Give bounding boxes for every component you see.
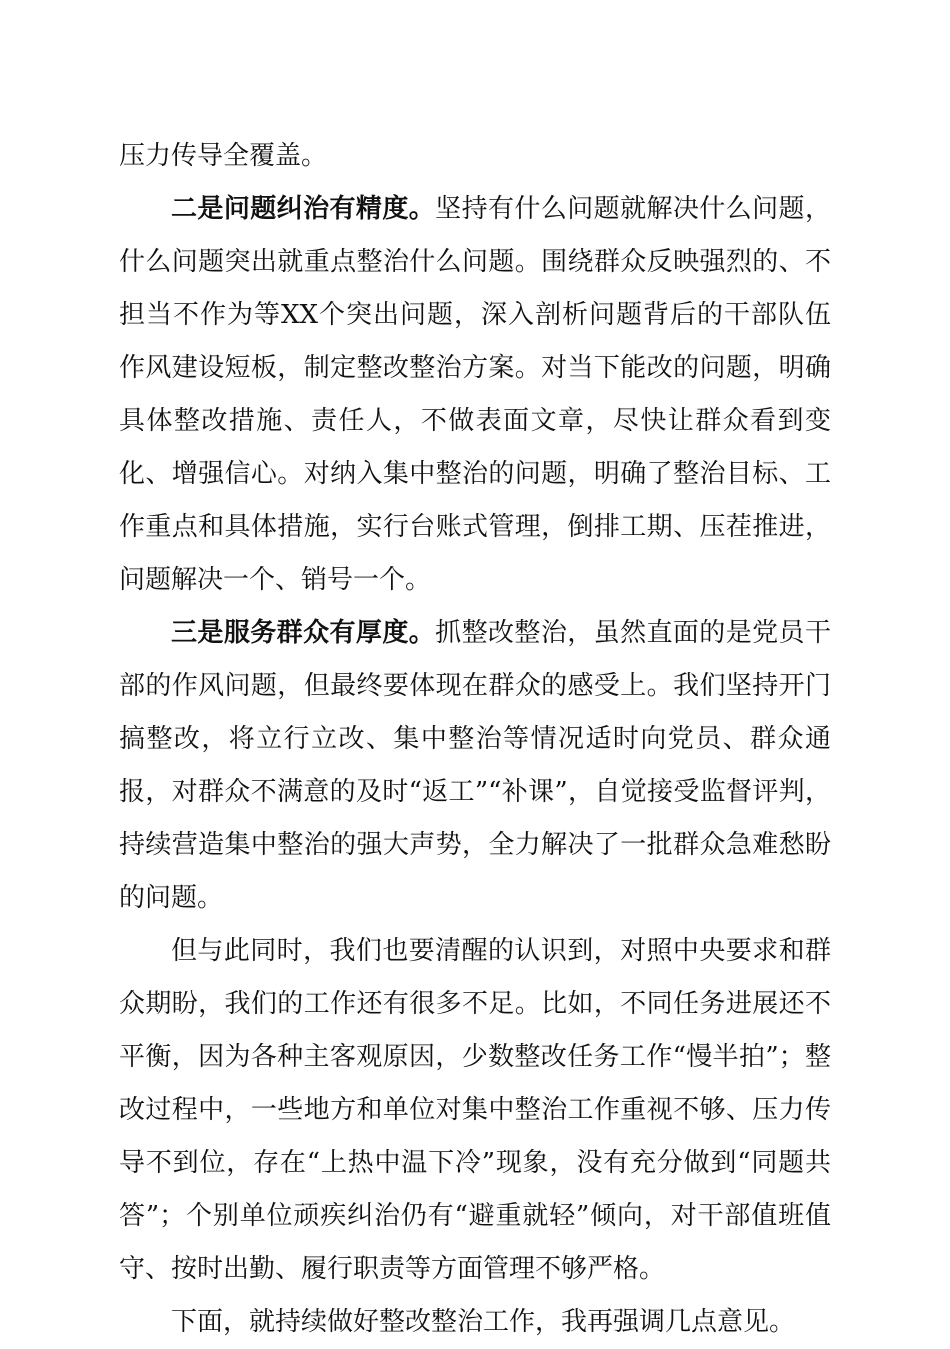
paragraph-lead-heading: 三是服务群众有厚度。 <box>171 618 436 648</box>
paragraph-continuation <box>119 130 831 183</box>
paragraph-problem-correction <box>119 183 831 607</box>
document-body <box>119 130 831 1349</box>
paragraph-serving-masses <box>119 607 831 925</box>
paragraph-shortcomings <box>119 925 831 1296</box>
paragraph-text: 坚持有什么问题就解决什么问题，什么问题突出就重点整治什么问题。围绕群众反映强烈的、不担当不作为等XX个突出问题，深入剖析问题背后的干部队伍作风建设短板，制定整改整治方案。对当下能改的问题，明确具体整改措施、责任人，不做表面文章，尽快让群众看到变化、增强信心。对纳入集中整治的问题，明确了整治目标、工作重点和具体措施，实行台账式管理，倒排工期、压茬推进，问题解决一个、销号一个。 <box>119 194 831 595</box>
paragraph-lead-heading: 二是问题纠治有精度。 <box>171 194 436 224</box>
paragraph-text: 抓整改整治，虽然直面的是党员干部的作风问题，但最终要体现在群众的感受上。我们坚持开门搞整改，将立行立改、集中整治等情况适时向党员、群众通报，对群众不满意的及时“返工”“补课”，自觉接受监督评判，持续营造集中整治的强大声势，全力解决了一批群众急难愁盼的问题。 <box>119 618 831 913</box>
paragraph-text: 但与此同时，我们也要清醒的认识到，对照中央要求和群众期盼，我们的工作还有很多不足。比如，不同任务进展还不平衡，因为各种主客观原因，少数整改任务工作“慢半拍”；整改过程中，一些地方和单位对集中整治工作重视不够、压力传导不到位，存在“上热中温下冷”现象，没有充分做到“同题共答”；个别单位顽疾纠治仍有“避重就轻”倾向，对干部值班值守、按时出勤、履行职责等方面管理不够严格。 <box>119 936 831 1284</box>
paragraph-closing <box>119 1296 831 1349</box>
paragraph-text: 压力传导全覆盖。 <box>119 141 328 171</box>
paragraph-text: 下面，就持续做好整改整治工作，我再强调几点意见。 <box>171 1307 796 1337</box>
